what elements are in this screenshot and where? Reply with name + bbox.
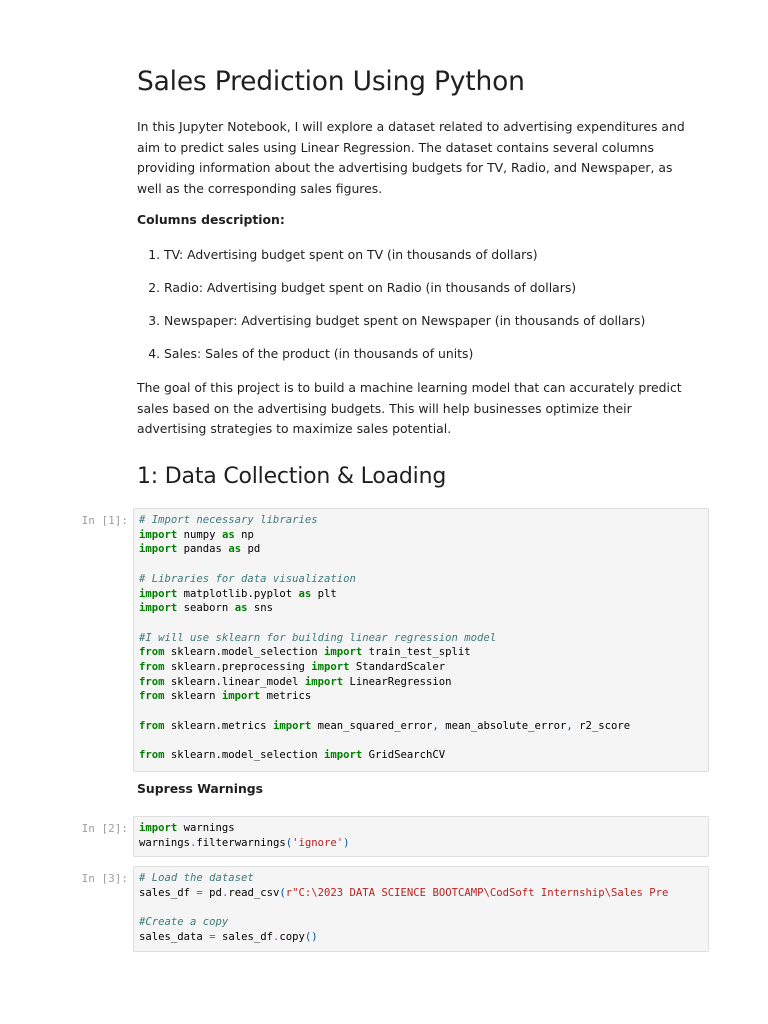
code-operator: =: [209, 930, 216, 943]
code-string: 'ignore': [292, 836, 344, 849]
warnings-heading: Supress Warnings: [137, 781, 264, 796]
code-line: [139, 837, 350, 849]
code-line: [139, 514, 318, 526]
code-keyword: from: [139, 646, 165, 659]
code-line: [139, 916, 228, 928]
code-text: [139, 513, 708, 763]
code-token: np: [234, 528, 254, 541]
list-item: 3. Newspaper: Advertising budget spent on Newspaper (in thousands of dollars): [164, 310, 724, 343]
code-keyword: import: [139, 543, 178, 556]
code-keyword: import: [323, 646, 363, 659]
columns-heading-block: [137, 212, 697, 227]
cell-prompt: In [3]:: [81, 872, 128, 885]
code-token: pd: [241, 543, 261, 556]
goal-paragraph: The goal of this project is to build a machine learning model that can accurately predict sales based on the advertising budgets. This will help businesses optimize their advertising strategies to maximize sales potential.: [137, 380, 682, 436]
code-line: [139, 632, 496, 644]
code-token: sklearn.model_selection: [164, 646, 324, 659]
code-token: sales_df: [139, 886, 197, 899]
code-token: mean_absolute_error: [438, 719, 567, 732]
code-editor[interactable]: [133, 866, 709, 952]
columns-list: [137, 244, 724, 376]
list-item: 1. TV: Advertising budget spent on TV (in thousands of dollars): [164, 244, 724, 277]
code-operator: .: [221, 886, 229, 899]
code-line: [139, 676, 452, 688]
section-heading: 1: Data Collection & Loading: [137, 464, 447, 489]
code-token: sklearn.preprocessing: [164, 661, 312, 674]
code-line: [139, 822, 235, 834]
code-token: LinearRegression: [343, 675, 452, 688]
code-token: train_test_split: [362, 646, 471, 659]
code-token: pandas: [177, 543, 229, 556]
code-paren: (): [304, 930, 318, 943]
code-keyword: as: [228, 543, 242, 556]
code-editor[interactable]: [133, 508, 709, 772]
code-line: [139, 588, 337, 600]
code-keyword: from: [139, 661, 165, 674]
code-line: [139, 931, 318, 943]
code-text: [139, 821, 708, 850]
goal-paragraph-block: [137, 378, 697, 440]
code-token: numpy: [177, 528, 222, 541]
code-line: [139, 646, 471, 658]
code-token: r2_score: [572, 719, 631, 732]
cell-prompt: In [1]:: [81, 514, 128, 527]
code-keyword: as: [234, 602, 248, 615]
code-keyword: import: [311, 661, 350, 674]
code-comment: # Load the dataset: [139, 872, 254, 884]
code-punctuation: ,: [566, 719, 573, 732]
code-comment: #Create a copy: [139, 916, 229, 929]
code-token: sklearn.model_selection: [164, 749, 324, 762]
code-token: sales_df: [215, 930, 273, 943]
code-keyword: import: [221, 690, 261, 703]
code-keyword: import: [272, 719, 312, 732]
warnings-heading-block: [137, 781, 697, 796]
code-line: [139, 602, 273, 614]
code-line: [139, 573, 356, 585]
code-token: metrics: [260, 690, 312, 703]
code-keyword: import: [323, 749, 363, 762]
code-token: sklearn.metrics: [164, 719, 273, 732]
code-token: filterwarnings: [196, 836, 286, 849]
code-operator: =: [196, 886, 203, 899]
code-token: StandardScaler: [349, 661, 446, 674]
code-token: warnings: [177, 822, 235, 834]
intro-paragraph-block: [137, 117, 697, 199]
code-token: GridSearchCV: [362, 749, 446, 762]
code-string: r"C:\2023 DATA SCIENCE BOOTCAMP\CodSoft Internship\Sales Pre: [285, 886, 669, 899]
code-keyword: import: [139, 822, 178, 834]
code-editor[interactable]: [133, 816, 709, 857]
list-item: 2. Radio: Advertising budget spent on Radio (in thousands of dollars): [164, 277, 724, 310]
code-token: sklearn: [164, 690, 222, 703]
code-line: [139, 872, 254, 884]
list-item: 4. Sales: Sales of the product (in thousands of units): [164, 343, 724, 376]
code-operator: .: [190, 836, 197, 849]
code-keyword: from: [139, 749, 165, 762]
code-keyword: as: [298, 587, 312, 600]
cell-prompt: In [2]:: [81, 822, 128, 835]
code-keyword: from: [139, 719, 165, 732]
code-token: plt: [311, 587, 337, 600]
code-keyword: import: [304, 675, 344, 688]
code-token: warnings: [139, 836, 191, 849]
code-keyword: from: [139, 675, 165, 688]
code-line: [139, 661, 445, 673]
code-line: [139, 529, 254, 541]
code-token: copy: [279, 930, 305, 943]
code-line: [139, 749, 445, 761]
code-token: mean_squared_error: [311, 719, 433, 732]
code-keyword: import: [139, 587, 178, 600]
code-punctuation: ,: [432, 719, 439, 732]
notebook-title: Sales Prediction Using Python: [137, 66, 525, 97]
code-token: sales_data: [139, 930, 210, 943]
code-comment: # Import necessary libraries: [139, 514, 318, 526]
code-token: pd: [202, 886, 222, 899]
code-line: [139, 720, 630, 732]
code-comment: # Libraries for data visualization: [139, 572, 356, 585]
code-token: seaborn: [177, 602, 235, 615]
code-comment: #I will use sklearn for building linear regression model: [139, 631, 497, 644]
columns-heading: Columns description:: [137, 212, 285, 227]
code-paren: (: [279, 886, 286, 899]
code-paren: (: [285, 836, 293, 849]
code-keyword: as: [221, 528, 235, 541]
code-token: sns: [247, 602, 273, 615]
code-operator: .: [272, 930, 280, 943]
code-keyword: from: [139, 690, 165, 703]
code-text: [139, 871, 708, 945]
code-token: read_csv: [228, 886, 280, 899]
code-keyword: import: [139, 528, 178, 541]
code-keyword: import: [139, 602, 178, 615]
code-line: [139, 543, 260, 555]
code-line: [139, 887, 668, 899]
intro-paragraph: In this Jupyter Notebook, I will explore a dataset related to advertising expenditures and aim to predict sales using Linear Regression. The dataset contains several columns providing information about the advertising budgets for TV, Radio, and Newspaper, as well as the corresponding sales figures.: [137, 119, 685, 196]
code-token: matplotlib.pyplot: [177, 587, 299, 600]
code-line: [139, 690, 311, 702]
code-token: sklearn.linear_model: [164, 675, 305, 688]
code-paren: ): [343, 836, 350, 849]
